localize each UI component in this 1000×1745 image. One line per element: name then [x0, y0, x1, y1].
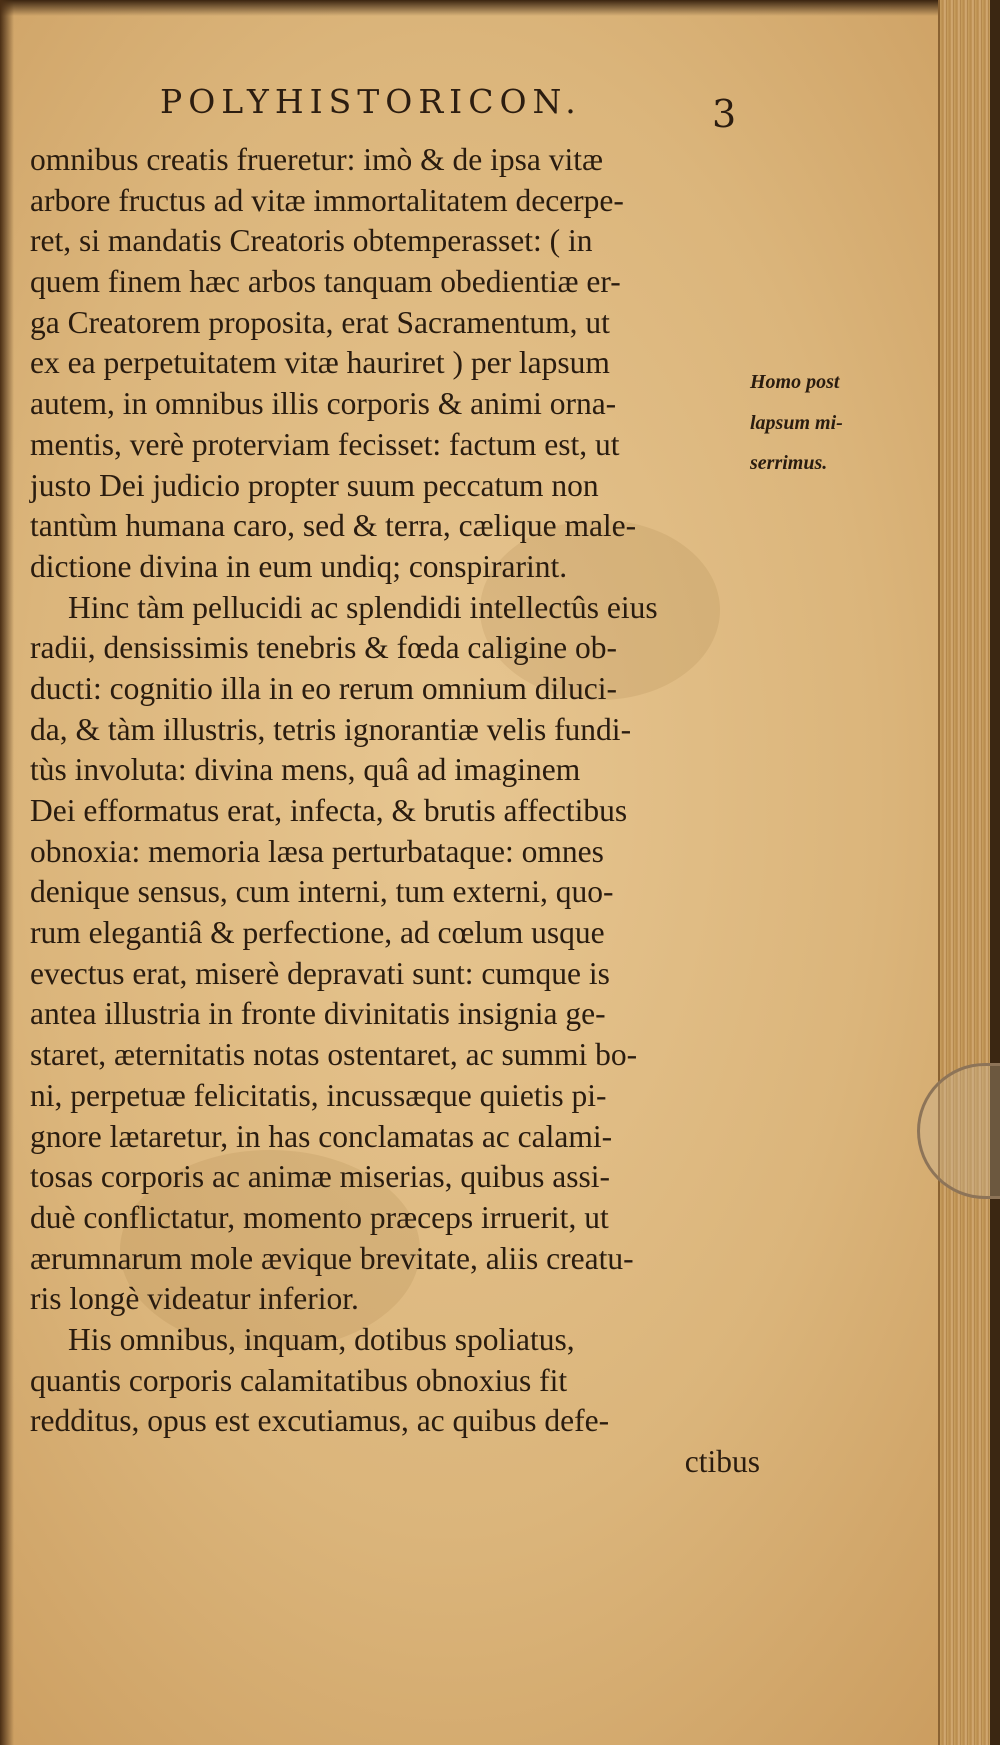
paragraph-start-line: Hinc tàm pellucidi ac splendidi intellectûs eius	[68, 589, 658, 625]
text-line: denique sensus, cum interni, tum externi, quo-	[30, 874, 614, 910]
text-line: autem, in omnibus illis corporis & animi orna-	[30, 386, 617, 422]
text-line: obnoxia: memoria læsa perturbataque: omnes	[30, 833, 604, 869]
text-line: da, & tàm illustris, tetris ignorantiæ velis fundi-	[30, 711, 632, 747]
text-line: mentis, verè proterviam fecisset: factum est, ut	[30, 426, 620, 462]
text-line: quantis corporis calamitatibus obnoxius fit	[30, 1362, 568, 1398]
book-cover-edge	[990, 0, 1000, 1745]
body-text	[30, 140, 760, 1483]
text-line: ris longè videatur inferior.	[30, 1281, 359, 1317]
text-line: redditus, opus est excutiamus, ac quibus defe-	[30, 1403, 610, 1439]
margin-note-line: Homo post	[750, 371, 840, 393]
text-line: duè conflictatur, momento præceps irruerit, ut	[30, 1199, 609, 1235]
text-line: arbore fructus ad vitæ immortalitatem decerpe-	[30, 182, 624, 218]
catchword: ctibus	[684, 1444, 760, 1479]
page-gutter-shadow	[0, 0, 14, 1745]
text-line: gnore lætaretur, in has conclamatas ac calami-	[30, 1118, 613, 1154]
page-clip	[917, 1063, 1000, 1199]
margin-note-line: serrimus.	[750, 452, 828, 475]
text-line: quem finem hæc arbos tanquam obedientiæ er-	[30, 264, 621, 300]
text-line: dictione divina in eum undiq; conspirarint.	[30, 548, 568, 584]
page-number: 3	[712, 92, 737, 136]
margin-note-line: lapsum mi-	[750, 411, 843, 434]
text-line: staret, æternitatis notas ostentaret, ac summi bo-	[30, 1037, 638, 1073]
text-line: ducti: cognitio illa in eo rerum omnium diluci-	[30, 670, 618, 706]
text-line: justo Dei judicio propter suum peccatum non	[30, 467, 599, 503]
text-line: antea illustria in fronte divinitatis insignia ge-	[30, 996, 606, 1032]
text-line: tùs involuta: divina mens, quâ ad imaginem	[30, 752, 581, 788]
text-line: omnibus creatis frueretur: imò & de ipsa vitæ	[30, 142, 603, 177]
paragraph-start-line: His omnibus, inquam, dotibus spoliatus,	[68, 1321, 575, 1357]
text-line: ret, si mandatis Creatoris obtemperasset: ( in	[30, 223, 593, 259]
margin-note	[750, 362, 900, 484]
text-line: ni, perpetuæ felicitatis, incussæque quietis pi-	[30, 1077, 607, 1113]
text-line: evectus erat, miserè depravati sunt: cumque is	[30, 955, 610, 991]
text-line: ærumnarum mole ævique brevitate, aliis creatu-	[30, 1240, 634, 1276]
text-line: tosas corporis ac animæ miserias, quibus assi-	[30, 1159, 611, 1195]
text-line: tantùm humana caro, sed & terra, cælique male-	[30, 508, 637, 544]
text-line: rum elegantiâ & perfectione, ad cœlum usque	[30, 915, 605, 951]
running-title: POLYHISTORICON.	[160, 82, 582, 121]
page-top-shadow	[0, 0, 1000, 16]
text-line: radii, densissimis tenebris & fœda caligine ob-	[30, 630, 617, 666]
text-line: ga Creatorem proposita, erat Sacramentum, ut	[30, 304, 610, 340]
text-line: ex ea perpetuitatem vitæ hauriret ) per lapsum	[30, 345, 610, 381]
text-line: Dei efformatus erat, infecta, & brutis affectibus	[30, 793, 628, 828]
